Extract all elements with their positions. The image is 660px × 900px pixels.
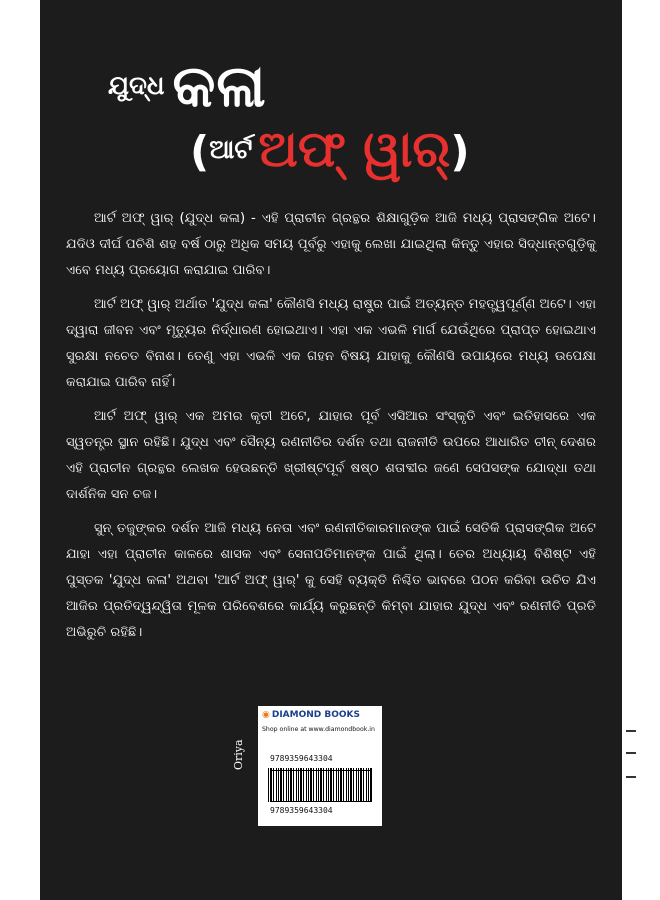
spine-mark bbox=[626, 776, 636, 778]
spine-mark bbox=[626, 730, 636, 732]
isbn-top: 9789359643304 bbox=[270, 754, 333, 763]
blurb-text bbox=[66, 206, 596, 654]
subtitle-close-paren: ) bbox=[450, 127, 470, 176]
diamond-logo-icon: ◉ bbox=[262, 710, 270, 720]
blurb-paragraph: ଆର୍ଟ ଅଫ୍ ୱାର୍ (ଯୁଦ୍ଧ କଳା) - ଏହି ପ୍ରାଚୀନ ଗ୍ରନ୍ଥର ଶିକ୍ଷାଗୁଡ଼ିକ ଆଜି ମଧ୍ୟ ପ୍ରାସଙ୍ଗିକ ଅଟେ। ଯଦିଓ ଦୀର୍ଘ ପଚିଶି ଶହ ବର୍ଷ ଠାରୁ ଅଧିକ ସମୟ ପୂର୍ବରୁ ଏହାକୁ ଲେଖା ଯାଇଥିଲା କିନ୍ତୁ ଏହାର ସିଦ୍ଧାନ୍ତଗୁଡ଼ିକୁ ଏବେ ମଧ୍ୟ ପ୍ରୟୋଗ କରାଯାଇ ପାରିବ। bbox=[66, 211, 596, 278]
subtitle-open-paren: ( bbox=[190, 127, 210, 176]
title-line-2 bbox=[190, 120, 550, 179]
title-line-1 bbox=[108, 52, 508, 121]
barcode-icon bbox=[268, 768, 372, 802]
isbn-bottom: 9789359643304 bbox=[270, 806, 333, 815]
blurb-paragraph: ସୁନ୍ ତଜୁଙ୍କର ଦର୍ଶନ ଆଜି ମଧ୍ୟ ନେତା ଏବଂ ରଣନୀତିକାରମାନଙ୍କ ପାଇଁ ସେତିକି ପ୍ରାସଙ୍ଗିକ ଅଟେ ଯାହା ଏହା ପ୍ରାଚୀନ କାଳରେ ଶାସକ ଏବଂ ସେନାପତିମାନଙ୍କ ପାଇଁ ଥିଲା। ତେର ଅଧ୍ୟାୟ ବିଶିଷ୍ଟ ଏହି ପୁସ୍ତକ 'ଯୁଦ୍ଧ କଳା' ଅଥବା 'ଆର୍ଟ ଅଫ୍ ୱାର୍' କୁ ସେହି ବ୍ୟକ୍ତି ନିଶ୍ଚିତ ଭାବରେ ପଠନ କରିବା ଉଚିତ ଯିଏ ଆଜିର ପ୍ରତିଦ୍ୱନ୍ଦ୍ୱିତା ମୂଳକ ପରିବେଶରେ କାର୍ଯ୍ୟ କରୁଛନ୍ତି କିମ୍ବା ଯାହାର ଯୁଦ୍ଧ ଏବଂ ରଣନୀତି ପ୍ରତି ଅଭିରୁଚି ରହିଛି। bbox=[66, 521, 596, 640]
spine-strip bbox=[622, 0, 660, 900]
title-prefix: ଯୁଦ୍ଧ bbox=[108, 71, 165, 101]
blurb-paragraph: ଆର୍ଟ ଅଫ୍ ୱାର୍ ଅର୍ଥାତ 'ଯୁଦ୍ଧ କଳା' କୌଣସି ମଧ୍ୟ ରାଷ୍ଟ୍ର ପାଇଁ ଅତ୍ୟନ୍ତ ମହତ୍ତ୍ୱପୂର୍ଣ୍ଣ ଅଟେ। ଏହା ଦ୍ୱାରା ଜୀବନ ଏବଂ ମୃତ୍ୟୁର ନିର୍ଦ୍ଧାରଣ ହୋଇଥାଏ। ଏହା ଏକ ଏଭଳି ମାର୍ଗ ଯେଉଁଥିରେ ପ୍ରାପ୍ତ ହୋଇଥାଏ ସୁରକ୍ଷା ନଚେତ ବିନାଶ। ତେଣୁ ଏହା ଏଭଳି ଏକ ଗହନ ବିଷୟ ଯାହାକୁ କୌଣସି ଉପାୟରେ ମଧ୍ୟ ଉପେକ୍ଷା କରାଯାଇ ପାରିବ ନାହିଁ। bbox=[66, 297, 596, 390]
subtitle-main: ଅଫ୍ ୱାର୍ bbox=[258, 120, 451, 178]
spine-mark bbox=[626, 752, 636, 754]
title-main: କଳା bbox=[172, 52, 267, 120]
language-label: Oriya bbox=[232, 739, 245, 770]
blurb-paragraph: ଆର୍ଟ ଅଫ୍ ୱାର୍ ଏକ ଅମର କୃତୀ ଅଟେ, ଯାହାର ପୂର୍ବ ଏସିଆର ସଂସ୍କୃତି ଏବଂ ଇତିହାସରେ ଏକ ସ୍ୱତନ୍ତ୍ର ସ୍ଥାନ ରହିଛି। ଯୁଦ୍ଧ ଏବଂ ସୈନ୍ୟ ରଣନୀତିର ଦର୍ଶନ ତଥା ରାଜନୀତି ଉପରେ ଆଧାରିତ ଚୀନ୍ ଦେଶର ଏହି ପ୍ରାଚୀନ ଗ୍ରନ୍ଥର ଲେଖକ ହେଉଛନ୍ତି ଖ୍ରୀଷ୍ଟପୂର୍ବ ଷଷ୍ଠ ଶତାବ୍ଦୀର ଜଣେ ସେପସଙ୍କ ଯୋଦ୍ଧା ତଥା ଦାର୍ଶନିକ ସନ ଚଜ। bbox=[66, 409, 596, 502]
publisher-label: DIAMOND BOOKS bbox=[271, 710, 361, 720]
shop-online-text: Shop online at www.diamondbook.in bbox=[262, 726, 375, 733]
publisher-name bbox=[262, 710, 378, 720]
subtitle-prefix: ଆର୍ଟ bbox=[209, 135, 253, 165]
barcode-panel bbox=[258, 706, 382, 826]
